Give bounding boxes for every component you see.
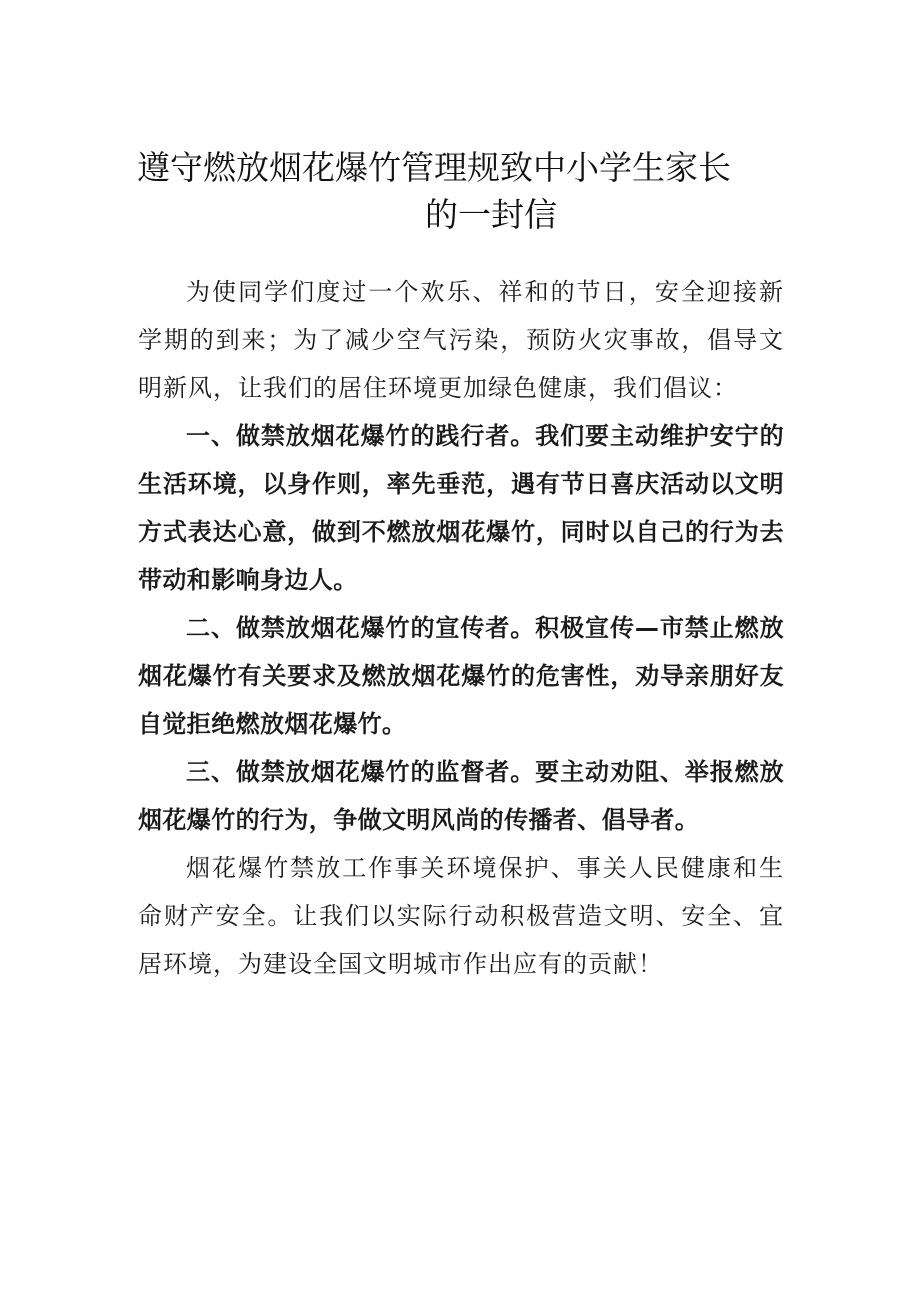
proposal-3-paragraph: 三、做禁放烟花爆竹的监督者。要主动劝阻、举报燃放烟花爆竹的行为，争做文明风尚的传播者、倡导者。	[138, 758, 784, 834]
document-title-line-2: 的一封信	[425, 195, 557, 234]
intro-paragraph: 为使同学们度过一个欢乐、祥和的节日，安全迎接新学期的到来；为了减少空气污染，预防火灾事故，倡导文明新风，让我们的居住环境更加绿色健康，我们倡议：	[138, 278, 784, 402]
document-body	[138, 268, 784, 988]
proposal-2-paragraph: 二、做禁放烟花爆竹的宣传者。积极宣传—市禁止燃放烟花爆竹有关要求及燃放烟花爆竹的危害性，劝导亲朋好友自觉拒绝燃放烟花爆竹。	[138, 614, 784, 738]
document-title-line-1: 遵守燃放烟花爆竹管理规致中小学生家长	[137, 148, 731, 187]
proposal-1-paragraph: 一、做禁放烟花爆竹的践行者。我们要主动维护安宁的生活环境，以身作则，率先垂范，遇有节日喜庆活动以文明方式表达心意，做到不燃放烟花爆竹，同时以自己的行为去带动和影响身边人。	[138, 422, 784, 594]
closing-paragraph: 烟花爆竹禁放工作事关环境保护、事关人民健康和生命财产安全。让我们以实际行动积极营造文明、安全、宜居环境，为建设全国文明城市作出应有的贡献！	[138, 854, 784, 978]
